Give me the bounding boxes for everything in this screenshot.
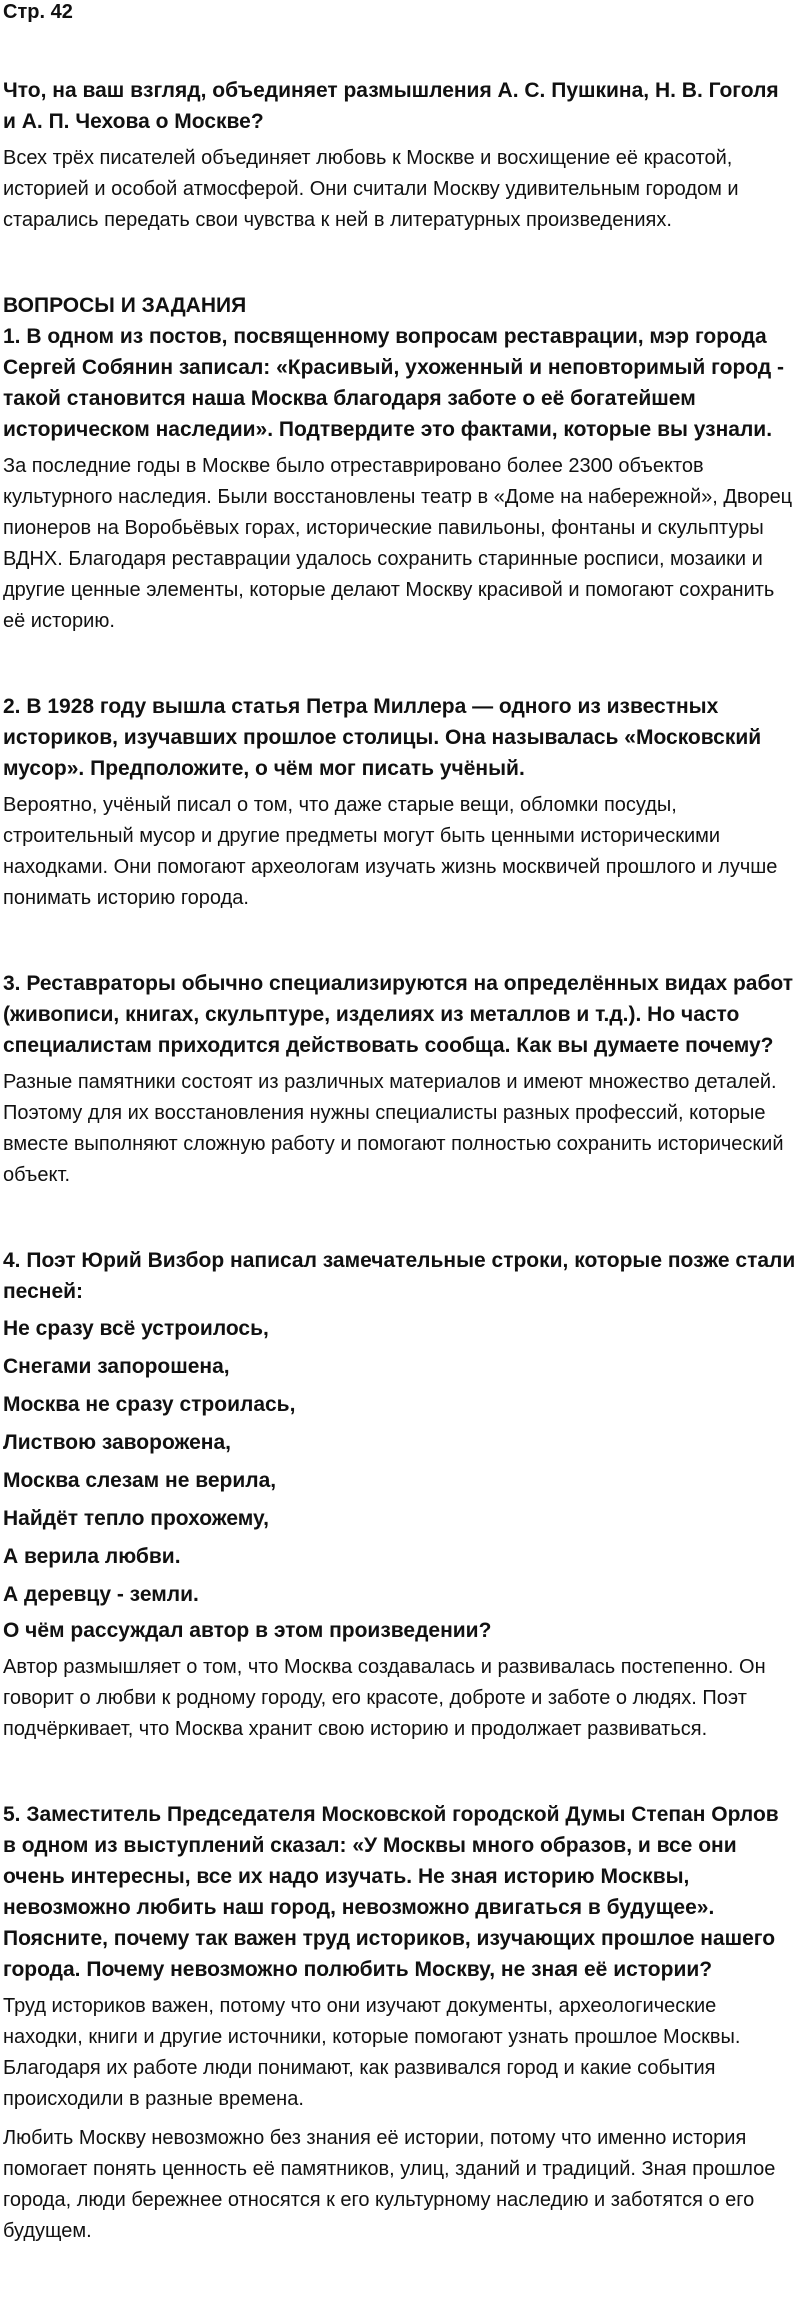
poem (3, 1313, 797, 1610)
poem-line: Не сразу всё устроилось, (3, 1317, 269, 1340)
poem-line: Москва не сразу строилась, (3, 1393, 296, 1416)
poem-line: А деревцу - земли. (3, 1583, 199, 1606)
task-2 (3, 691, 797, 914)
poem-line: Листвою заворожена, (3, 1431, 232, 1454)
intro-answer: Всех трёх писателей объединяет любовь к Москве и восхищение её красотой, историей и особой атмосферой. Они считали Москву удивительным городом и старались передать свои чувства к ней в литературных произведениях. (3, 147, 739, 231)
page-number: Стр. 42 (3, 1, 73, 23)
task-question: 1. В одном из постов, посвященному вопросам реставрации, мэр города Сергей Собянин записал: «Красивый, ухоженный и неповторимый город - такой становится наша Москва благодаря заботе о её богатейшем историческом наследии». Подтвердите это фактами, которые вы узнали. (3, 325, 784, 441)
task-answer: Вероятно, учёный писал о том, что даже старые вещи, обломки посуды, строительный мусор и другие предметы могут быть ценными историческими находками. Они помогают археологам изучать жизнь москвичей прошлого и лучше понимать историю города. (3, 794, 778, 909)
poem-line: Снегами запорошена, (3, 1355, 230, 1378)
task-answer: Любить Москву невозможно без знания её истории, потому что именно история помогает понять ценность её памятников, улиц, зданий и традиций. Зная прошлое города, люди бережнее относятся к его культурному наследию и заботятся о его будущем. (3, 2127, 776, 2242)
spacer (3, 1753, 797, 1799)
section-heading: ВОПРОСЫ И ЗАДАНИЯ (3, 294, 247, 317)
task-answer: За последние годы в Москве было отреставрировано более 2300 объектов культурного наследия. Были восстановлены театр в «Доме на набережной», Дворец пионеров на Воробьёвых горах, исторические павильоны, фонтаны и скульптуры ВДНХ. Благодаря реставрации удалось сохранить старинные росписи, мозаики и другие ценные элементы, которые делают Москву красивой и помогают сохранить её историю. (3, 455, 793, 632)
intro-block (3, 75, 797, 236)
spacer (3, 1199, 797, 1245)
poem-line: А верила любви. (3, 1545, 181, 1568)
task-question: 3. Реставраторы обычно специализируются на определённых видах работ (живописи, книгах, скульптуре, изделиях из металлов и т.д.). Но часто специалистам приходится действовать сообща. Как вы думаете почему? (3, 972, 794, 1057)
task-4 (3, 1245, 797, 1745)
task-followup-question: О чём рассуждал автор в этом произведении? (3, 1619, 492, 1642)
task-question: 5. Заместитель Председателя Московской городской Думы Степан Орлов в одном из выступлений сказал: «У Москвы много образов, и все они очень интересны, все их надо изучать. Не зная историю Москвы, невозможно любить наш город, невозможно двигаться в будущее». Поясните, почему так важен труд историков, изучающих прошлое нашего города. Почему невозможно полюбить Москву, не зная её истории? (3, 1803, 779, 1981)
spacer (3, 244, 797, 290)
task-answer: Труд историков важен, потому что они изучают документы, археологические находки, книги и другие источники, которые помогают узнать прошлое Москвы. Благодаря их работе люди понимают, как развивался город и какие события происходили в разные времена. (3, 1995, 741, 2110)
poem-line: Москва слезам не верила, (3, 1469, 277, 1492)
task-3 (3, 968, 797, 1191)
task-answer: Разные памятники состоят из различных материалов и имеют множество деталей. Поэтому для их восстановления нужны специалисты разных профессий, которые вместе выполняют сложную работу и помогают полностью сохранить исторический объект. (3, 1071, 784, 1186)
intro-question: Что, на ваш взгляд, объединяет размышления А. С. Пушкина, Н. В. Гоголя и А. П. Чехова о Москве? (3, 79, 779, 133)
task-question: 2. В 1928 году вышла статья Петра Миллера — одного из известных историков, изучавших прошлое столицы. Она называлась «Московский мусор». Предположите, о чём мог писать учёный. (3, 695, 762, 780)
spacer (3, 645, 797, 691)
task-answer: Автор размышляет о том, что Москва создавалась и развивалась постепенно. Он говорит о любви к родному городу, его красоте, доброте и заботе о людях. Поэт подчёркивает, что Москва хранит свою историю и продолжает развиваться. (3, 1656, 766, 1740)
task-5 (3, 1799, 797, 2247)
poem-line: Найдёт тепло прохожему, (3, 1507, 269, 1530)
spacer (3, 922, 797, 968)
task-1 (3, 321, 797, 637)
task-question: 4. Поэт Юрий Визбор написал замечательные строки, которые позже стали песней: (3, 1249, 796, 1303)
